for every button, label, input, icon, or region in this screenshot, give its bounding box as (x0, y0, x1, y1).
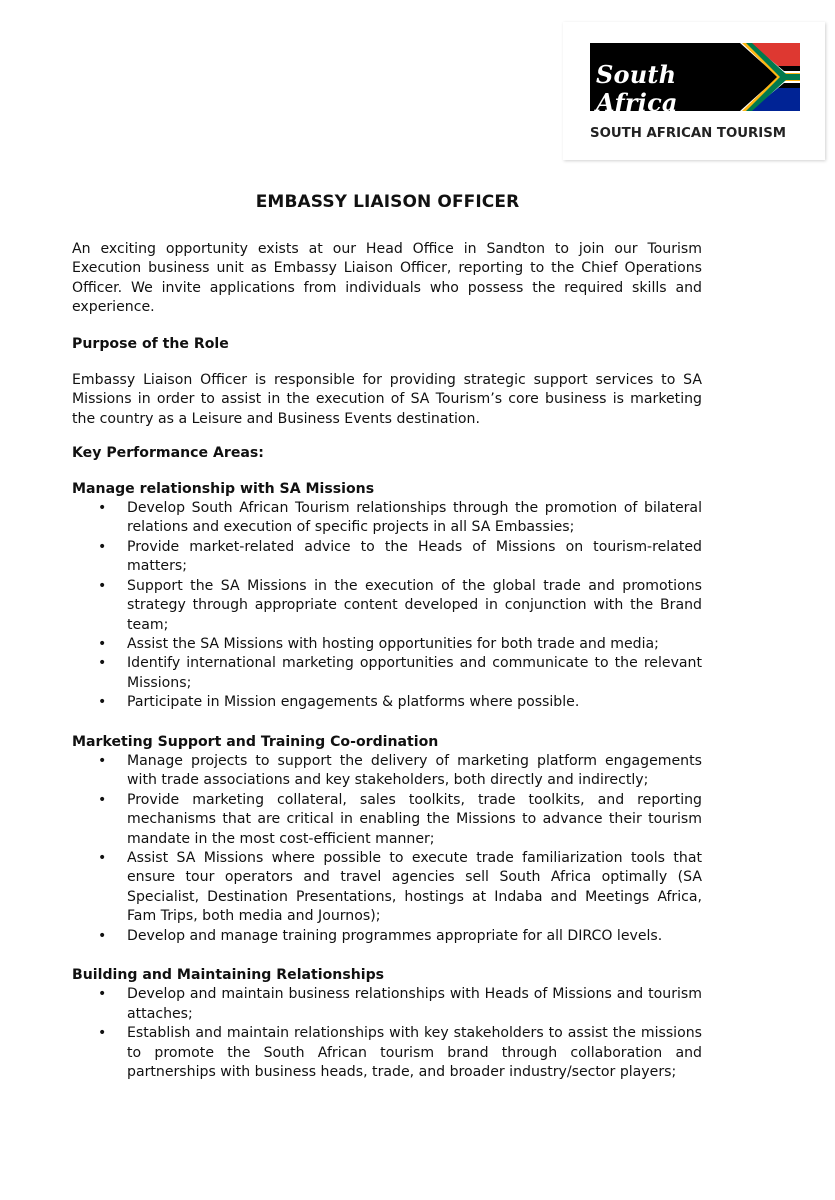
section-heading-marketing: Marketing Support and Training Co-ordination (72, 733, 439, 750)
list-item-text: Support the SA Missions in the execution of the global trade and promotions strategy through appropriate content developed in conjunction with the Brand team; (127, 577, 702, 633)
bullet-icon: • (98, 577, 107, 594)
bullet-icon: • (98, 655, 107, 672)
logo-wordmark-area (590, 43, 800, 117)
list-item-text: Assist the SA Missions with hosting opportunities for both trade and media; (127, 635, 659, 652)
list-item-text: Provide market-related advice to the Heads of Missions on tourism-related matters; (127, 538, 702, 575)
list-item (72, 849, 702, 927)
list-item (72, 538, 702, 577)
list-item-text: Identify international marketing opportunities and communicate to the relevant Missions; (127, 655, 702, 691)
list-item (72, 1024, 702, 1082)
purpose-paragraph: Embassy Liaison Officer is responsible for providing strategic support services to SA Missions in order to assist in the execution of SA Tourism’s core business is marketing the country as a Leisure and Business Events destination. (72, 372, 702, 427)
page-title: EMBASSY LIAISON OFFICER (255, 192, 520, 212)
list-item-text: Establish and maintain relationships with key stakeholders to assist the missions to promote the South African tourism brand through collaboration and partnerships with business heads, trade, and broader industry/sector players; (127, 1025, 702, 1081)
section-heading-missions: Manage relationship with SA Missions (72, 480, 375, 497)
list-item-text: Develop and manage training programmes appropriate for all DIRCO levels. (127, 927, 663, 944)
section-heading-relationships: Building and Maintaining Relationships (72, 967, 385, 983)
bullet-icon: • (98, 538, 107, 555)
kpa-heading: Key Performance Areas: (72, 445, 264, 462)
list-item (72, 791, 702, 849)
document-body (72, 240, 702, 1082)
list-item-text: Manage projects to support the delivery of marketing platform engagements with trade associations and key stakeholders, both directly and indirectly; (127, 752, 702, 789)
list-item (72, 654, 702, 693)
bullet-icon: • (98, 694, 107, 711)
list-item-text: Assist SA Missions where possible to execute trade familiarization tools that ensure tour operators and travel agencies sell South Africa optimally (SA Specialist, Destination Presentations, hostings at Indaba and Meetings Africa, Fam Trips, both media and Journos); (127, 849, 702, 925)
bullet-icon: • (98, 849, 107, 866)
missions-bullet-list (72, 499, 702, 712)
list-item (72, 577, 702, 635)
bullet-icon: • (98, 635, 107, 652)
bullet-icon: • (98, 927, 107, 944)
bullet-icon: • (98, 986, 107, 1003)
south-african-tourism-logo (563, 22, 825, 160)
intro-paragraph: An exciting opportunity exists at our Head Office in Sandton to join our Tourism Execution business unit as Embassy Liaison Officer, reporting to the Chief Operations Officer. We invite applications from individuals who possess the required skills and experience. (72, 241, 702, 316)
list-item-text: Participate in Mission engagements & platforms where possible. (127, 694, 580, 711)
list-item (72, 927, 702, 946)
list-item (72, 985, 702, 1024)
bullet-icon: • (98, 752, 107, 769)
marketing-bullet-list (72, 752, 702, 946)
list-item (72, 693, 702, 712)
bullet-icon: • (98, 500, 107, 517)
list-item-text: Develop and maintain business relationships with Heads of Missions and tourism attaches; (127, 986, 702, 1022)
list-item-text: Provide marketing collateral, sales toolkits, trade toolkits, and reporting mechanisms that are critical in enabling the Missions to advance their tourism mandate in the most cost-efficient manner; (127, 791, 702, 847)
list-item (72, 752, 702, 791)
list-item-text: Develop South African Tourism relationships through the promotion of bilateral relations and execution of specific projects in all SA Embassies; (127, 500, 702, 536)
logo-caption: SOUTH AFRICAN TOURISM (590, 126, 787, 141)
relationships-bullet-list (72, 985, 702, 1082)
bullet-icon: • (98, 791, 107, 808)
purpose-heading: Purpose of the Role (72, 335, 229, 352)
list-item (72, 499, 702, 538)
bullet-icon: • (98, 1025, 107, 1042)
logo-wordmark: South Africa (596, 60, 678, 117)
list-item (72, 635, 702, 654)
